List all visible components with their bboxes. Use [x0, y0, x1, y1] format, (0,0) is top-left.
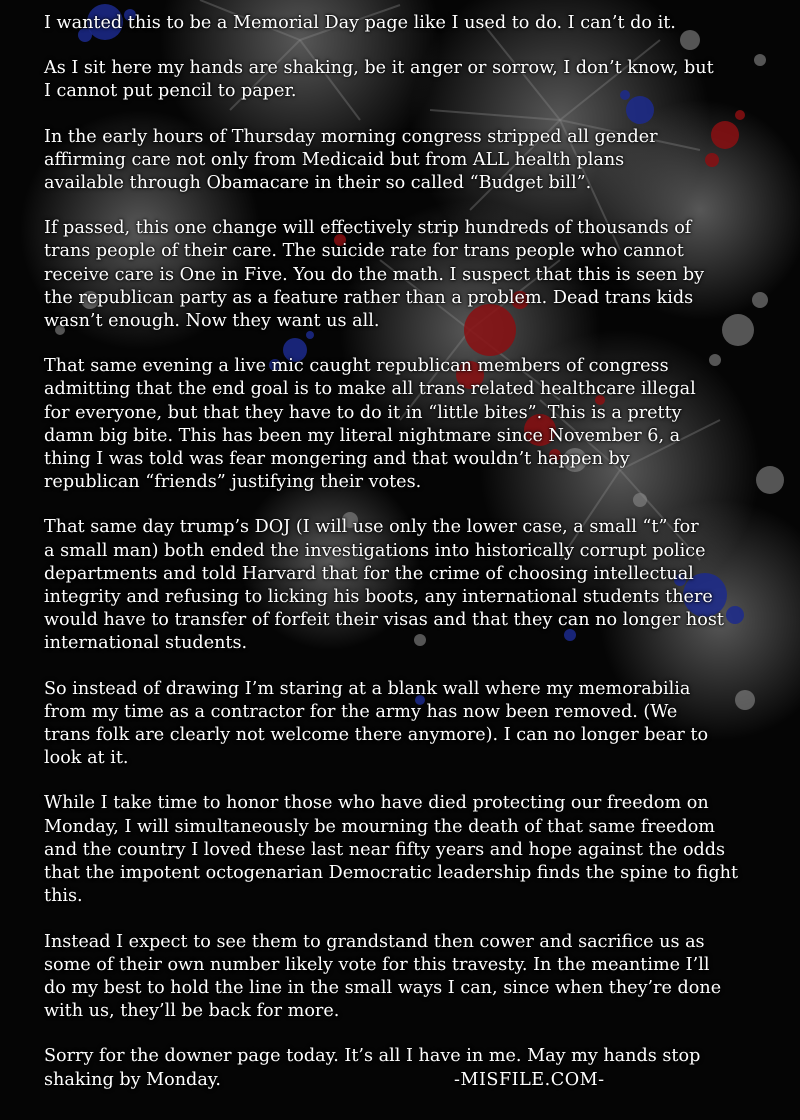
text-line: admitting that the end goal is to make all trans related healthcare illegal: [44, 379, 696, 400]
paragraph-3: [44, 126, 784, 196]
text-line: That same evening a live mic caught republican members of congress: [44, 356, 669, 377]
text-line: So instead of drawing I’m staring at a blank wall where my memorabilia: [44, 678, 691, 699]
closing-line-2-text: shaking by Monday.: [44, 1069, 222, 1090]
text-line: I cannot put pencil to paper.: [44, 81, 297, 102]
text-line: Monday, I will simultaneously be mourning the death of that same freedom: [44, 816, 715, 837]
paragraph-8: [44, 792, 784, 908]
text-line: international students.: [44, 633, 248, 654]
text-line: and the country I loved these last near fifty years and hope against the odds: [44, 839, 726, 860]
text-line: republican “friends” justifying their votes.: [44, 472, 422, 493]
closing-paragraph: [44, 1045, 784, 1091]
text-line: some of their own number likely vote for this travesty. In the meantime I’ll: [44, 954, 710, 975]
text-line: this.: [44, 886, 83, 907]
text-line: that the impotent octogenarian Democratic leadership finds the spine to fight: [44, 863, 739, 884]
text-line: integrity and refusing to licking his boots, any international students there: [44, 587, 713, 608]
paragraph-2: [44, 57, 784, 103]
note-body: [44, 12, 784, 1023]
text-line: the republican party as a feature rather than a problem. Dead trans kids: [44, 287, 694, 308]
text-line: In the early hours of Thursday morning congress stripped all gender: [44, 126, 658, 147]
paragraph-6: [44, 516, 784, 655]
text-line: I wanted this to be a Memorial Day page like I used to do. I can’t do it.: [44, 13, 676, 33]
text-line: As I sit here my hands are shaking, be it anger or sorrow, I don’t know, but: [44, 58, 714, 79]
text-line: thing I was told was fear mongering and that wouldn’t happen by: [44, 449, 630, 470]
text-line: available through Obamacare in their so called “Budget bill”.: [44, 173, 592, 194]
memorial-day-note: [44, 12, 784, 1114]
text-line: While I take time to honor those who have died protecting our freedom on: [44, 793, 709, 814]
text-line: Instead I expect to see them to grandstand then cower and sacrifice us as: [44, 931, 705, 952]
paragraph-4: [44, 217, 784, 333]
text-line: with us, they’ll be back for more.: [44, 1001, 340, 1022]
closing-line-2: [44, 1069, 784, 1092]
text-line: look at it.: [44, 748, 129, 769]
text-line: receive care is One in Five. You do the math. I suspect that this is seen by: [44, 264, 705, 285]
text-line: for everyone, but that they have to do it in “little bites”. This is a pretty: [44, 402, 682, 423]
text-line: departments and told Harvard that for the crime of choosing intellectual: [44, 563, 694, 584]
text-line: trans folk are clearly not welcome there anymore). I can no longer bear to: [44, 725, 709, 746]
paragraph-7: [44, 678, 784, 771]
text-line: would have to transfer of forfeit their visas and that they can no longer host: [44, 610, 724, 631]
text-line: from my time as a contractor for the army has now been removed. (We: [44, 701, 678, 722]
closing-line-1: Sorry for the downer page today. It’s all I have in me. May my hands stop: [44, 1046, 701, 1067]
site-signature: -MISFILE.COM-: [454, 1069, 605, 1090]
text-line: do my best to hold the line in the small ways I can, since when they’re done: [44, 977, 722, 998]
paragraph-5: [44, 355, 784, 494]
text-line: a small man) both ended the investigations into historically corrupt police: [44, 540, 706, 561]
text-line: damn big bite. This has been my literal nightmare since November 6, a: [44, 425, 681, 446]
paragraph-9: [44, 931, 784, 1024]
text-line: affirming care not only from Medicaid but from ALL health plans: [44, 149, 625, 170]
text-line: wasn’t enough. Now they want us all.: [44, 311, 380, 332]
text-line: trans people of their care. The suicide rate for trans people who cannot: [44, 241, 684, 262]
text-line: That same day trump’s DOJ (I will use only the lower case, a small “t” for: [44, 517, 699, 538]
paragraph-1: [44, 12, 784, 35]
text-line: If passed, this one change will effectively strip hundreds of thousands of: [44, 218, 692, 239]
